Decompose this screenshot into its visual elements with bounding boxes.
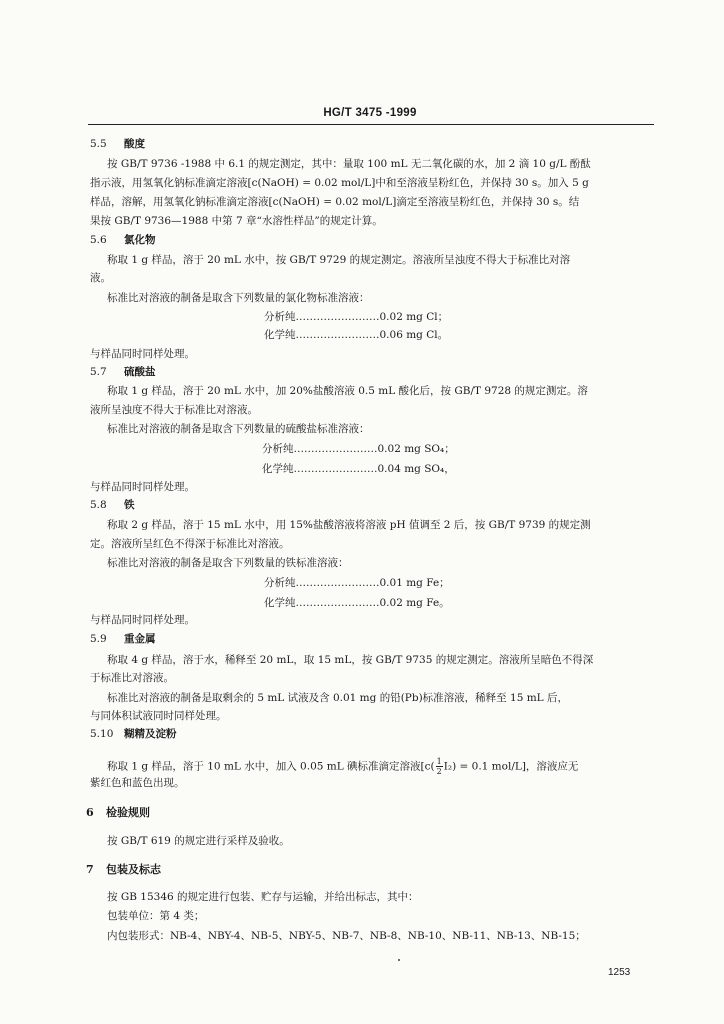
paragraph-line: 液。 — [90, 272, 111, 284]
section-heading-5-6 — [90, 234, 156, 247]
section-title: 糊精及淀粉 — [124, 728, 177, 740]
paragraph-line: 包装单位：第 4 类； — [107, 910, 205, 922]
paragraph-line: 内包装形式：NB-4、NBY-4、NB-5、NBY-5、NB-7、NB-8、NB-10、NB-11、NB-13、NB-15； — [107, 930, 586, 942]
section-heading-5-5 — [90, 138, 145, 151]
section-number: 5.8 — [90, 499, 107, 511]
section-number: 7 — [86, 863, 94, 876]
page-number: 1253 — [608, 967, 631, 978]
scan-speck — [398, 959, 400, 961]
section-number: 5.5 — [90, 138, 107, 150]
header-rule — [88, 124, 654, 125]
paragraph-line: 紫红色和蓝色出现。 — [90, 777, 185, 789]
section-number: 5.9 — [90, 633, 107, 645]
fraction-denominator: 2 — [436, 767, 442, 776]
standard-list-item: 化学纯……………………0.06 mg Cl。 — [264, 329, 449, 341]
page-header-standard-id: HG/T 3475 -1999 — [323, 107, 417, 119]
section-title: 硫酸盐 — [124, 366, 156, 378]
text-segment: 称取 1 g 样品，溶于 10 mL 水中，加入 0.05 mL 碘标准滴定溶液[c( — [107, 760, 435, 773]
paragraph-line: 称取 1 g 样品，溶于 20 mL 水中，按 GB/T 9729 的规定测定。溶液所呈浊度不得大于标准比对溶 — [107, 254, 571, 266]
section-number: 6 — [86, 806, 94, 819]
section-title: 包装及标志 — [106, 863, 161, 876]
section-title: 氯化物 — [124, 234, 156, 246]
paragraph-line: 称取 1 g 样品，溶于 20 mL 水中，加 20%盐酸溶液 0.5 mL 酸化后，按 GB/T 9728 的规定测定。溶 — [107, 385, 588, 397]
section-heading-5-9 — [90, 633, 156, 646]
paragraph-line: 标准比对溶液的制备是取含下列数量的铁标准溶液： — [107, 557, 349, 569]
paragraph-line: 与样品同时同样处理。 — [90, 481, 195, 493]
paragraph-line: 称取 4 g 样品，溶于水，稀释至 20 mL，取 15 mL，按 GB/T 9735 的规定测定。溶液所呈暗色不得深 — [107, 654, 594, 666]
paragraph-line: 按 GB 15346 的规定进行包装、贮存与运输，并给出标志，其中： — [107, 891, 419, 903]
paragraph-line: 果按 GB/T 9736—1988 中第 7 章“水溶性样品”的规定计算。 — [90, 215, 383, 227]
standard-list-item: 分析纯……………………0.02 mg SO₄； — [262, 443, 455, 455]
section-title: 检验规则 — [106, 806, 150, 819]
paragraph-line: 与同体积试液同时同样处理。 — [90, 710, 227, 722]
fraction — [436, 757, 443, 776]
section-number: 5.7 — [90, 366, 107, 378]
section-heading-6 — [86, 806, 150, 820]
paragraph-line: 指示液，用氢氧化钠标准滴定溶液[c(NaOH) = 0.02 mol/L]中和至溶液呈粉红色，并保持 30 s。加入 5 g — [90, 177, 589, 189]
fraction-numerator: 1 — [436, 757, 442, 766]
paragraph-line: 按 GB/T 619 的规定进行采样及验收。 — [107, 835, 290, 847]
section-title: 酸度 — [124, 138, 145, 150]
paragraph-line: 定。溶液所呈红色不得深于标准比对溶液。 — [90, 538, 290, 550]
paragraph-line: 液所呈浊度不得大于标准比对溶液。 — [90, 404, 258, 416]
paragraph-line: 标准比对溶液的制备是取剩余的 5 mL 试液及含 0.01 mg 的铅(Pb)标准溶液，稀释至 15 mL 后， — [107, 692, 568, 704]
paragraph-line: 称取 2 g 样品，溶于 15 mL 水中，用 15%盐酸溶液将溶液 pH 值调至 2 后，按 GB/T 9739 的规定测 — [107, 519, 591, 531]
paragraph-line-with-fraction — [107, 757, 578, 776]
standard-list-item: 化学纯……………………0.04 mg SO₄， — [262, 463, 455, 475]
paragraph-line: 样品，溶解，用氢氧化钠标准滴定溶液[c(NaOH) = 0.02 mol/L]滴定至溶液呈粉红色，并保持 30 s。结 — [90, 196, 580, 208]
section-heading-5-7 — [90, 366, 156, 379]
section-title: 重金属 — [124, 633, 156, 645]
standard-list-item: 分析纯……………………0.02 mg Cl； — [264, 311, 449, 323]
section-heading-7 — [86, 863, 161, 877]
paragraph-line: 标准比对溶液的制备是取含下列数量的硫酸盐标准溶液： — [107, 423, 370, 435]
text-segment: I₂) = 0.1 mol/L]，溶液应无 — [443, 760, 579, 773]
standard-list-item: 分析纯……………………0.01 mg Fe； — [264, 577, 450, 589]
section-title: 铁 — [124, 499, 135, 511]
paragraph-line: 于标准比对溶液。 — [90, 672, 174, 684]
standard-list-item: 化学纯……………………0.02 mg Fe。 — [264, 597, 450, 609]
section-number: 5.10 — [90, 728, 114, 740]
paragraph-line: 与样品同时同样处理。 — [90, 614, 195, 626]
paragraph-line: 按 GB/T 9736 -1988 中 6.1 的规定测定，其中：量取 100 mL 无二氧化碳的水，加 2 滴 10 g/L 酚酞 — [107, 158, 591, 170]
paragraph-line: 与样品同时同样处理。 — [90, 348, 195, 360]
section-heading-5-10 — [90, 728, 177, 741]
paragraph-line: 标准比对溶液的制备是取含下列数量的氯化物标准溶液： — [107, 292, 370, 304]
section-heading-5-8 — [90, 499, 135, 512]
section-number: 5.6 — [90, 234, 107, 246]
